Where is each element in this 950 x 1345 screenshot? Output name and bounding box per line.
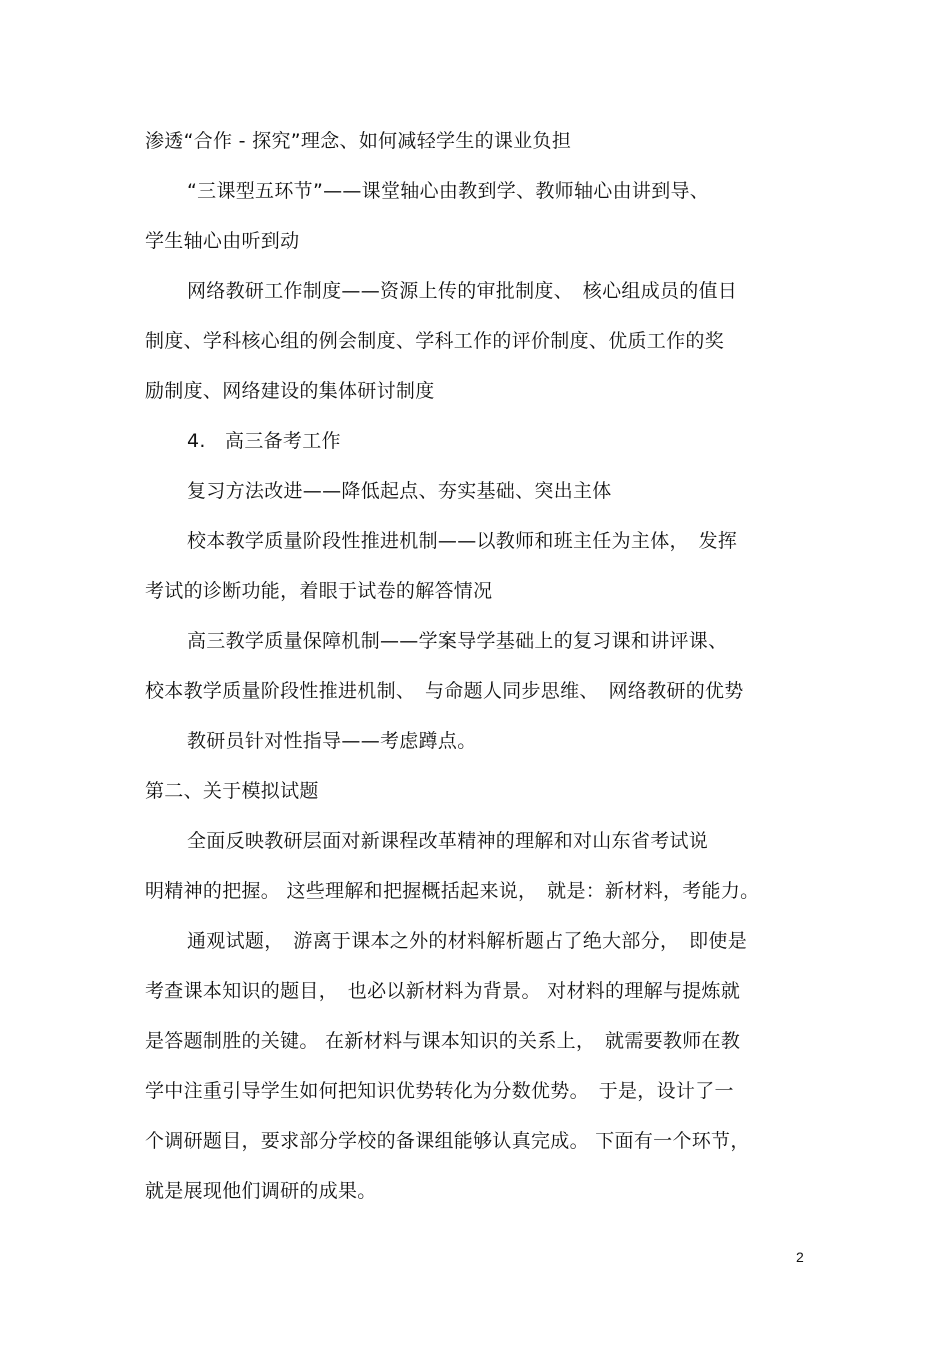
text-line-10: 考试的诊断功能，着眼于试卷的解答情况 [145,580,493,602]
page-number: 2 [796,1249,804,1265]
section-heading-2: 第二、关于模拟试题 [145,780,319,802]
text-line-11: 高三教学质量保障机制——学案导学基础上的复习课和讲评课、 [187,630,728,652]
text-line-8: 复习方法改进——降低起点、夯实基础、突出主体 [187,480,612,502]
text-line-12: 校本教学质量阶段性推进机制、 与命题人同步思维、 网络教研的优势 [145,680,744,702]
text-line-3: 学生轴心由听到动 [145,230,300,252]
text-line-6: 励制度、网络建设的集体研讨制度 [145,380,435,402]
text-line-16: 明精神的把握。 这些理解和把握概括起来说， 就是：新材料，考能力。 [145,880,760,902]
text-line-18: 考查课本知识的题目， 也必以新材料为背景。 对材料的理解与提炼就 [145,980,741,1002]
text-line-20: 学中注重引导学生如何把知识优势转化为分数优势。 于是，设计了一 [145,1080,734,1102]
text-line-1: 渗透“合作 - 探究”理念、如何减轻学生的课业负担 [145,130,572,152]
text-line-19: 是答题制胜的关键。 在新材料与课本知识的关系上， 就需要教师在教 [145,1030,741,1052]
text-line-9: 校本教学质量阶段性推进机制——以教师和班主任为主体， 发挥 [187,530,738,552]
text-line-2: “三课型五环节”——课堂轴心由教到学、教师轴心由讲到导、 [187,180,710,202]
text-line-17: 通观试题， 游离于课本之外的材料解析题占了绝大部分， 即使是 [187,930,748,952]
text-line-13: 教研员针对性指导——考虑蹲点。 [187,730,477,752]
text-line-22: 就是展现他们调研的成果。 [145,1180,377,1202]
text-line-15: 全面反映教研层面对新课程改革精神的理解和对山东省考试说 [187,830,709,852]
section-heading-4: 4. 高三备考工作 [187,430,341,452]
text-line-5: 制度、学科核心组的例会制度、学科工作的评价制度、优质工作的奖 [145,330,725,352]
text-line-21: 个调研题目，要求部分学校的备课组能够认真完成。 下面有一个环节， [145,1130,750,1152]
text-line-4: 网络教研工作制度——资源上传的审批制度、 核心组成员的值日 [187,280,738,302]
